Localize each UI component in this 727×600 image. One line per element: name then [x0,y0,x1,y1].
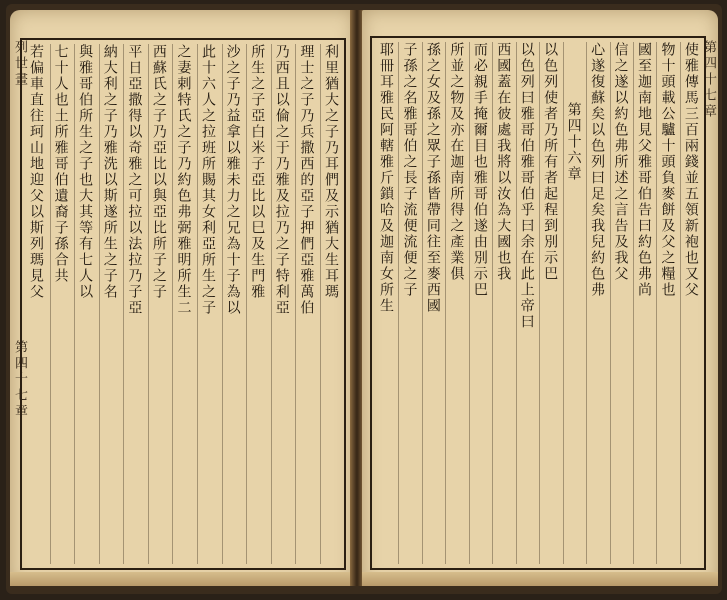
text-column: 耶冊耳雅民阿轄雅斤鎖哈及迦南女所生 [378,42,394,314]
right-margin-title: 第四十七章 [701,40,716,120]
text-column: 乃西且以倫之于乃雅及拉乃之子特利亞 [271,44,291,564]
text-column: 利里猶大之子乃耳們及示猶大生耳瑪 [320,44,340,564]
text-column: 物十頭載公驢十頭負麥餅及父之糧也 [656,42,676,564]
text-column: 七十人也土所雅哥伯遺裔子孫合共 [50,44,70,564]
chapter-heading: 第四十六章 [563,42,583,564]
text-column: 使雅傳馬三百兩錢並五領新袍也又父 [680,42,700,564]
text-column: 理士之子乃兵撒西的亞子押們亞雅萬伯 [295,44,315,564]
text-column: 納大利之子乃雅洗以斯遂所生之子名 [99,44,119,564]
right-text-columns [376,42,700,564]
open-book [6,4,722,594]
text-column: 所生之子亞白米子亞比以巳及生門雅 [246,44,266,564]
left-margin-folio: 第四十七章 [12,340,27,420]
text-column: 此十六人之拉班所賜其女利亞所生之子 [197,44,217,564]
text-column: 沙之子乃益拿以雅未力之兄為十子為以 [222,44,242,564]
left-text-frame [20,38,346,570]
text-column: 所並之物及亦在迦南所得之產業俱 [445,42,465,564]
text-column: 國至迦南地見父雅哥伯告曰約色弗尚 [633,42,653,564]
right-text-frame [370,36,706,570]
text-column: 而必親手掩爾目也雅哥伯遂由別示巴 [469,42,489,564]
text-column: 西國蓋在彼處我將以汝為大國也我 [492,42,512,564]
left-text-columns [26,44,340,564]
text-column: 若偏車直往珂山地迎父以斯列瑪見父 [28,44,44,300]
right-page-edge [362,572,718,586]
left-margin-title: 列世畫 [12,40,27,88]
text-column: 信之遂以約色弗所述之言告及我父 [610,42,630,564]
text-column: 之妻剌特氏之子乃約色弗弼雅明所生二 [172,44,192,564]
text-column: 與雅哥伯所生之子也大其等有七人以 [74,44,94,564]
left-page-edge [10,572,354,586]
text-column: 以色列使者乃所有者起程到別示巴 [539,42,559,564]
text-column: 以色列曰雅哥伯雅哥伯乎曰余在此上帝曰 [516,42,536,564]
left-page [10,10,354,586]
text-column: 心遂復蘇矣以色列曰足矣我兒約色弗 [586,42,606,564]
right-page [362,10,718,586]
text-column: 子孫之名雅哥伯之長子流便流便之子 [398,42,418,564]
text-column: 西蘇氏之子乃亞比以與亞比所子之子 [148,44,168,564]
text-column: 平日亞撒得以奇雅之可拉以法拉乃子亞 [123,44,143,564]
text-column: 孫之女及孫之眾子孫皆帶同往至麥西國 [422,42,442,564]
